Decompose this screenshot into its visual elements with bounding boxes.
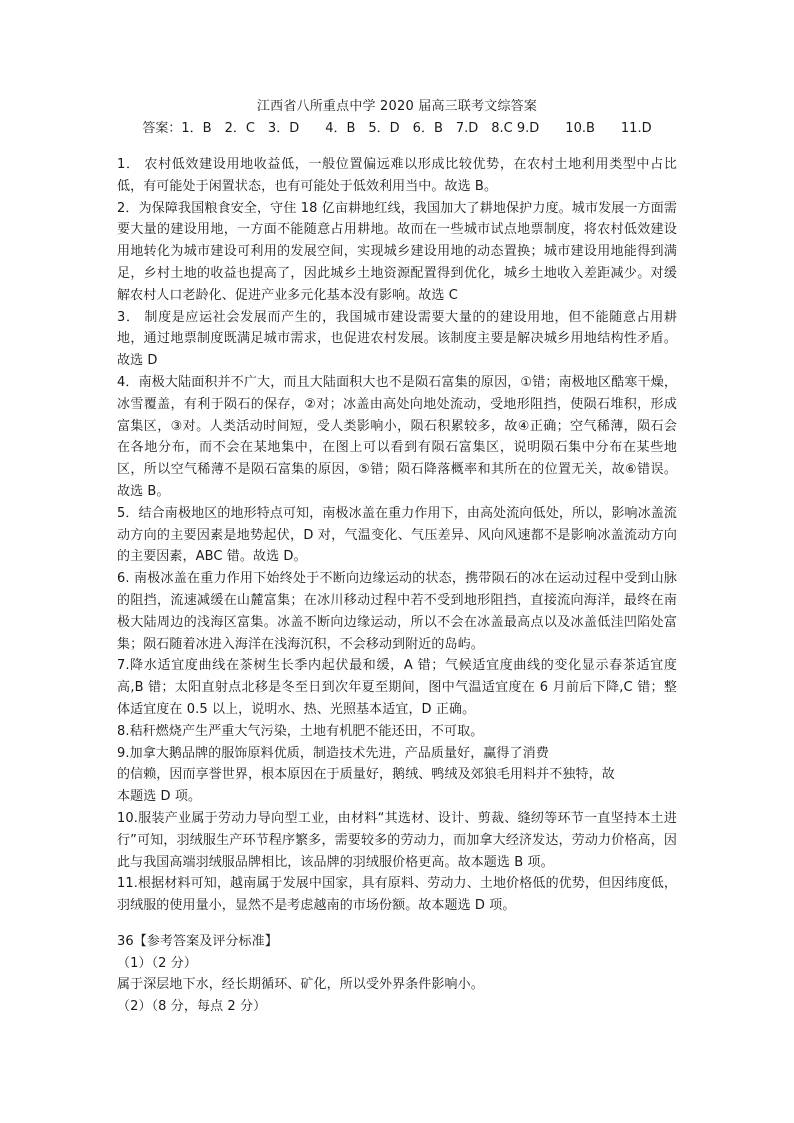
- explanation-10: 10.服装产业属于劳动力导向型工业，由材料“其选材、设计、剪裁、缝纫等环节一直坚持本土进行”可知，羽绒服生产环节程序繁多，需要较多的劳动力，而加拿大经济发达，劳动力价格高，因此与我国高端羽绒服品牌相比，该品牌的羽绒服价格更高。故本题选 B 项。: [117, 810, 677, 870]
- section-36-heading: 36【参考答案及评分标准】: [117, 933, 278, 949]
- explanation-7: 7.降水适宜度曲线在茶树生长季内起伏最和缓，A 错；气候适宜度曲线的变化显示春茶适宜度高,B 错；太阳直射点北移是冬至日到次年夏至期间，图中气温适宜度在 6 月前后下降,C 错；整体适宜度在 0.5 以上，说明水、热、光照基本适宜，D 正确。: [117, 658, 677, 717]
- explanation-3: 3． 制度是应运社会发展而产生的，我国城市建设需要大量的的建设用地，但不能随意占用耕地，通过地票制度既满足城市需求，也促进农村发展。该制度主要是解决城乡用地结构性矛盾。 故选 D: [117, 309, 677, 369]
- answer-document: [117, 96, 677, 1018]
- explanation-4: 4．南极大陆面积并不广大，而且大陆面积大也不是陨石富集的原因，①错；南极地区酷寒干燥，冰雪覆盖，有利于陨石的保存，②对；冰盖由高处向地处流动，受地形阻挡，使陨石堆积，形成富集区，③对。人类活动时间短，受人类影响小，陨石积累较多，故④正确；空气稀薄，陨石会在各地分布，而不会在某地集中，在图上可以看到有陨石富集区，说明陨石集中分布在某些地区，所以空气稀薄不是陨石富集的原因，⑤错；陨石降落概率和其所在的位置无关，故⑥错误。故选 B。: [117, 374, 677, 499]
- section-36-part1-text: 属于深层地下水，经长期循环、矿化，所以受外界条件影响小。: [117, 977, 484, 993]
- explanation-9: 9.加拿大鹅品牌的服饰原料优质，制造技术先进，产品质量好，赢得了消费 的信赖，因而享誉世界，根本原因在于质量好，鹅绒、鸭绒及郊狼毛用料并不独特，故 本题选 D 项。: [117, 745, 615, 805]
- section-spacer: [117, 917, 677, 931]
- explanation-11: 11.根据材料可知，越南属于发展中国家，具有原料、劳动力、土地价格低的优势，但因纬度低，羽绒服的使用量小，显然不是考虑越南的市场份额。故本题选 D 项。: [117, 876, 677, 914]
- explanation-1: 1． 农村低效建设用地收益低，一般位置偏远难以形成比较优势，在农村土地利用类型中占比低，有可能处于闲置状态，也有可能处于低效利用当中。故选 B。: [117, 157, 677, 194]
- document-title: 江西省八所重点中学 2020 届高三联考文综答案: [256, 99, 538, 114]
- section-36-part1-label: （1）（2 分）: [117, 955, 197, 971]
- explanation-5: 5．结合南极地区的地形特点可知，南极冰盖在重力作用下，由高处流向低处，所以，影响冰盖流动方向的主要因素是地势起伏，D 对，气温变化、气压差异、风向风速都不是影响冰盖流动方向的主要因素，ABC 错。故选 D。: [117, 505, 677, 565]
- explanation-6: 6. 南极冰盖在重力作用下始终处于不断向边缘运动的状态，携带陨石的冰在运动过程中受到山脉的阻挡，流速减缓在山麓富集；在冰川移动过程中若不受到地形阻挡，直接流向海洋，最终在南极大陆周边的浅海区富集。冰盖不断向边缘运动，所以不会在冰盖最高点以及冰盖低洼凹陷处富集；陨石随着冰进入海洋在浅海沉积，不会移动到附近的岛屿。: [117, 571, 677, 652]
- explanation-8: 8.秸秆燃烧产生严重大气污染，土地有机肥不能还田，不可取。: [117, 723, 484, 739]
- explanation-2: 2．为保障我国粮食安全，守住 18 亿亩耕地红线，我国加大了耕地保护力度。城市发展一方面需要大量的建设用地，一方面不能随意占用耕地。故而在一些城市试点地票制度，将农村低效建设用地转化为城市建设可利用的发展空间，实现城乡建设用地的动态置换；城市建设用地能得到满足，乡村土地的收益也提高了，因此城乡土地资源配置得到优化，城乡土地收入差距减少。对缓解农村人口老龄化、促进产业多元化基本没有影响。故选 C: [117, 200, 677, 303]
- section-36-part2-label: （2）（8 分，每点 2 分）: [117, 999, 267, 1015]
- answer-key-line: 答案：1．B 2．C 3．D 4．B 5．D 6．B 7.D 8.C 9.D 10.B 11.D: [142, 121, 652, 136]
